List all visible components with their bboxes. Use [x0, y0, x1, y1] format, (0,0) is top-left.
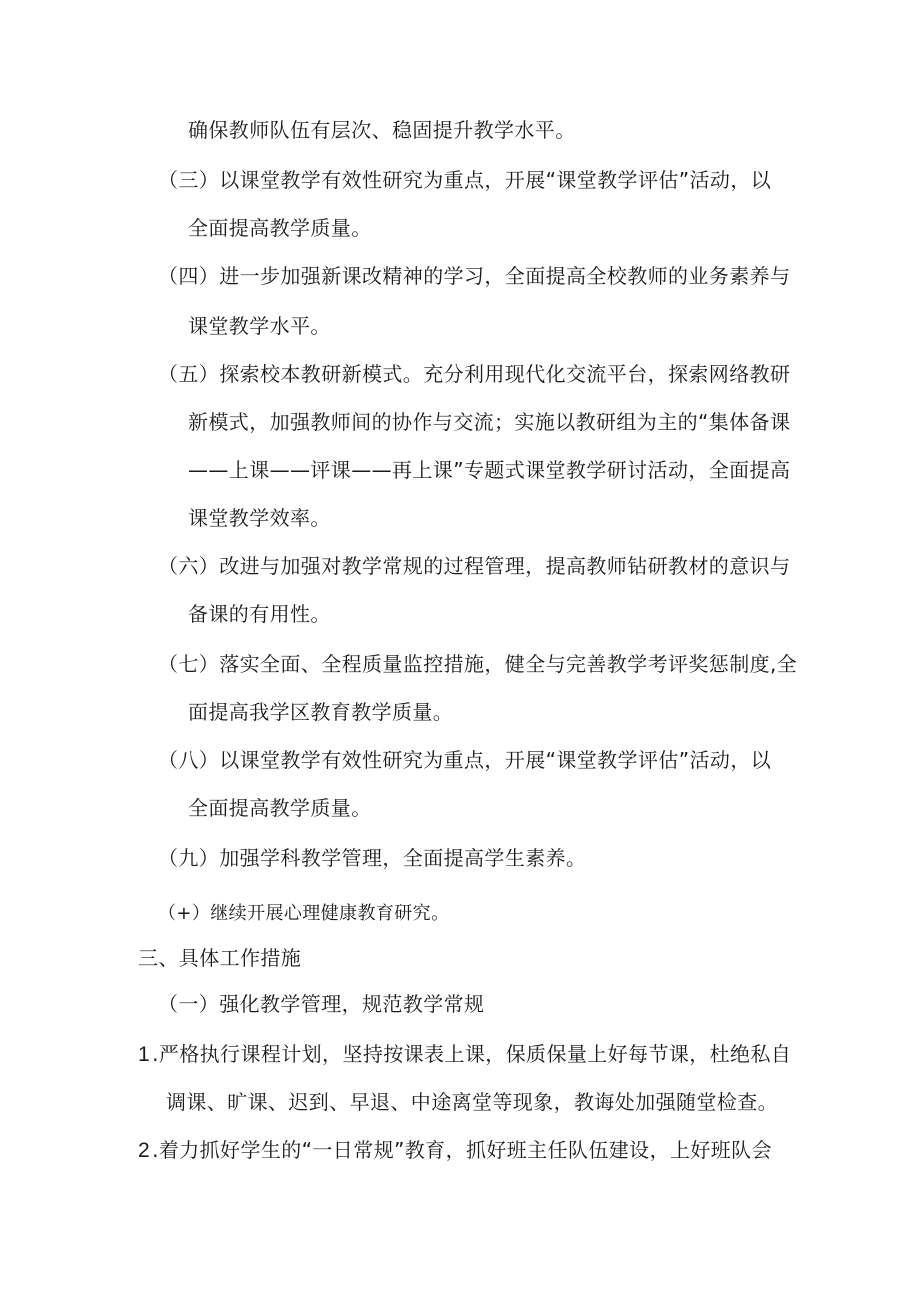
- text-line: 全面提高教学质量。: [188, 216, 372, 240]
- text-line: （三）以课堂教学有效性研究为重点，开展“课堂教学评估”活动，以: [158, 168, 772, 192]
- text-line: 确保教师队伍有层次、稳固提升教学水平。: [188, 118, 576, 142]
- text-line: 课堂教学效率。: [188, 506, 331, 530]
- text-line: 全面提高教学质量。: [188, 796, 372, 820]
- text-line: （+）继续开展心理健康教育研究。: [158, 903, 450, 924]
- text-line: （五）探索校本教研新模式。充分利用现代化交流平台，探索网络教研: [158, 362, 791, 386]
- numbered-item: [138, 1138, 772, 1163]
- item-text: .着力抓好学生的“一日常规”教育，抓好班主任队伍建设，上好班队会: [152, 1138, 772, 1162]
- item-text: .严格执行课程计划，坚持按课表上课，保质保量上好每节课，杜绝私自: [152, 1042, 792, 1066]
- text-line: （七）落实全面、全程质量监控措施，健全与完善教学考评奖惩制度,全: [158, 652, 798, 676]
- text-line: （八）以课堂教学有效性研究为重点，开展“课堂教学评估”活动，以: [158, 748, 772, 772]
- text-line: 课堂教学水平。: [188, 314, 331, 338]
- text-line: （九）加强学科教学管理，全面提高学生素养。: [158, 846, 587, 870]
- section-heading: 三、具体工作措施: [138, 946, 302, 970]
- numbered-item: [138, 1042, 791, 1067]
- text-line: 调课、旷课、迟到、早退、中途离堂等现象，教诲处加强随堂检查。: [166, 1090, 778, 1114]
- subsection-heading: （一）强化教学管理，规范教学常规: [158, 992, 485, 1016]
- text-line: （六）改进与加强对教学常规的过程管理，提高教师钻研教材的意识与: [158, 554, 791, 578]
- text-line: ——上课——评课——再上课”专题式课堂教学研讨活动，全面提高: [188, 458, 791, 482]
- item-number: 1: [138, 1043, 151, 1066]
- text-line: 面提高我学区教育教学质量。: [188, 700, 454, 724]
- text-line: 新模式，加强教师间的协作与交流；实施以教研组为主的“集体备课: [188, 410, 791, 434]
- text-line: 备课的有用性。: [188, 602, 331, 626]
- text-line: （四）进一步加强新课改精神的学习，全面提高全校教师的业务素养与: [158, 264, 791, 288]
- item-number: 2: [138, 1139, 151, 1162]
